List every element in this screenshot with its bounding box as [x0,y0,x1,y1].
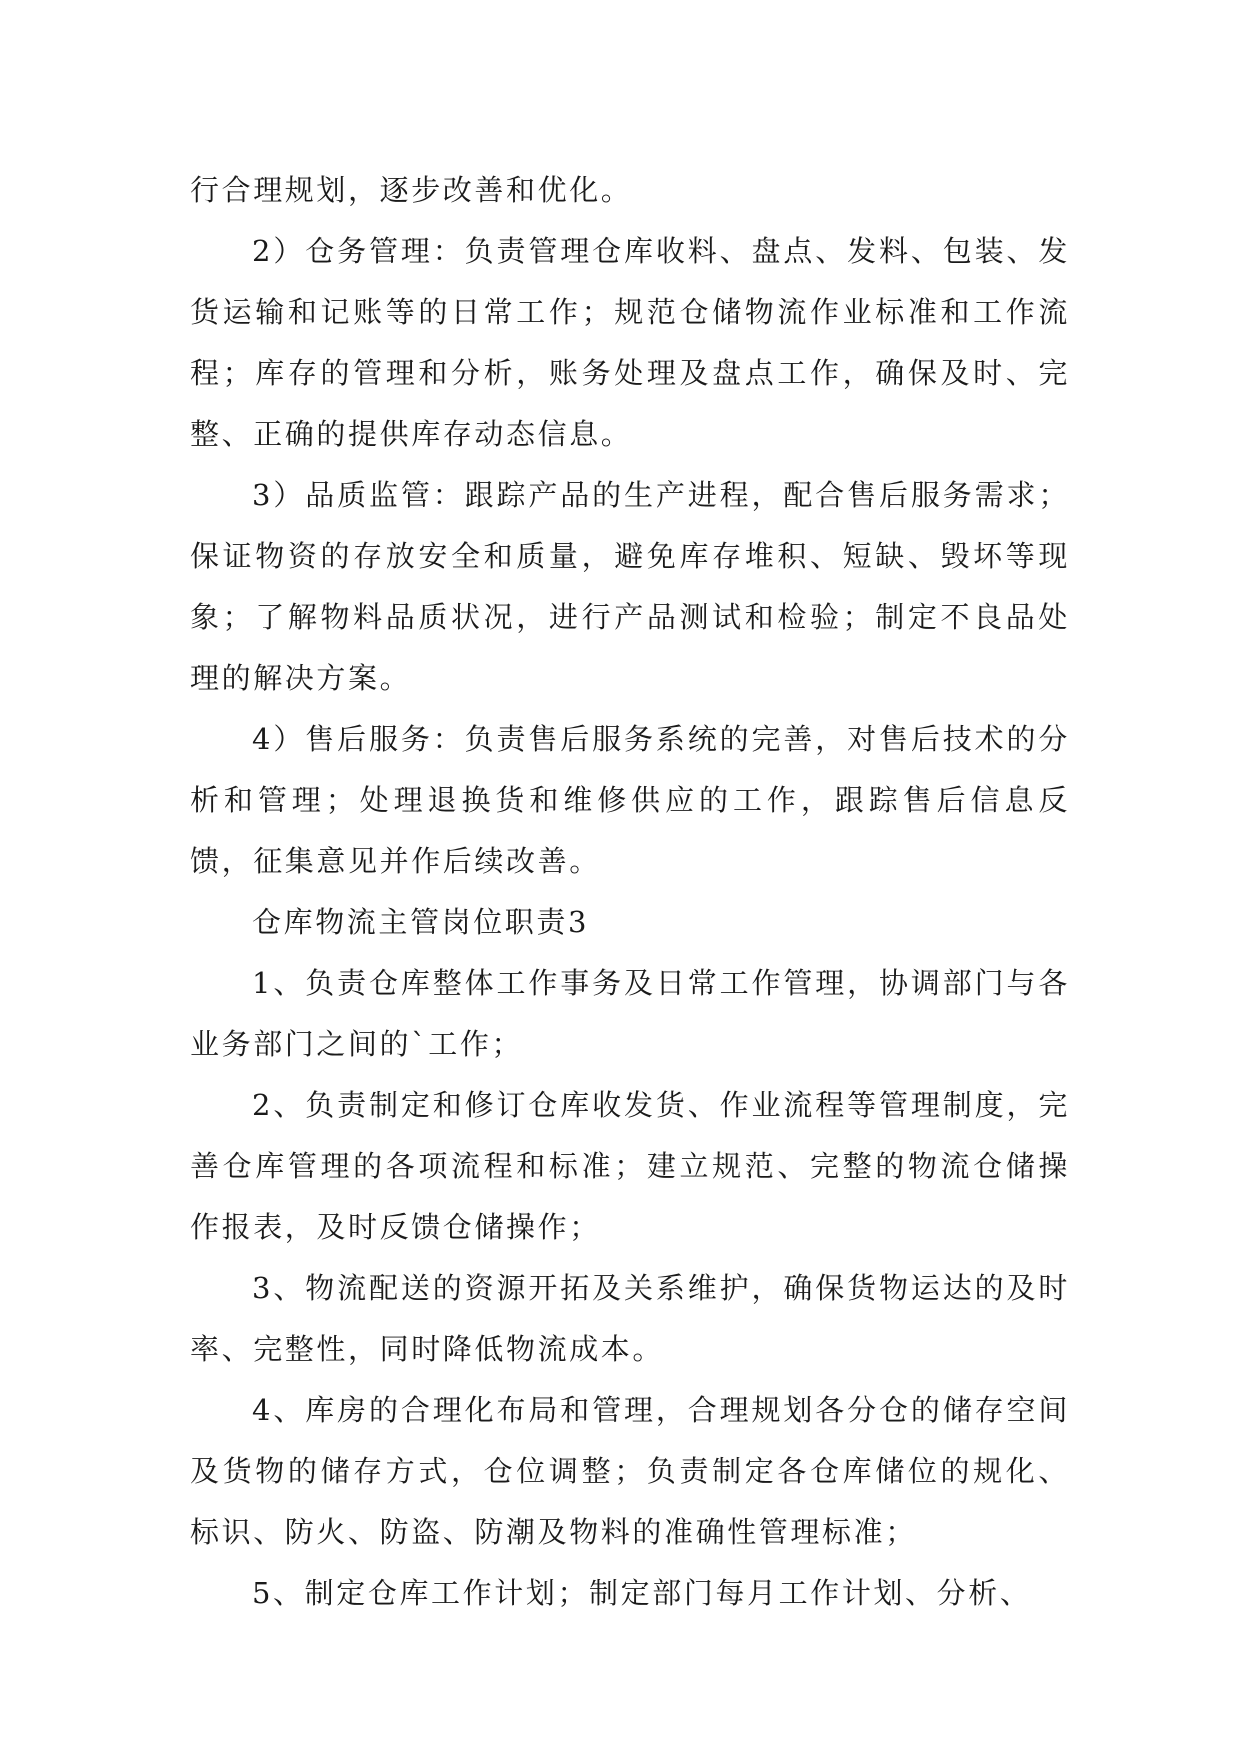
paragraph-quality-supervision: 3）品质监管：跟踪产品的生产进程，配合售后服务需求；保证物资的存放安全和质量，避免库存堆积、短缺、毁坏等现象；了解物料品质状况，进行产品测试和检验；制定不良品处理的解决方案。 [190,478,1070,695]
duty-item-2: 2、负责制定和修订仓库收发货、作业流程等管理制度，完善仓库管理的各项流程和标准；建立规范、完整的物流仓储操作报表，及时反馈仓储操作； [190,1088,1070,1244]
duty-item-5: 5、制定仓库工作计划；制定部门每月工作计划、分析、 [252,1576,1032,1610]
document-body [190,160,1070,1624]
duty-item-4: 4、库房的合理化布局和管理，合理规划各分仓的储存空间及货物的储存方式，仓位调整；负责制定各仓库储位的规化、标识、防火、防盗、防潮及物料的准确性管理标准； [190,1393,1070,1549]
duty-item-1: 1、负责仓库整体工作事务及日常工作管理，协调部门与各业务部门之间的`工作； [190,966,1070,1061]
paragraph-continuation: 行合理规划，逐步改善和优化。 [190,173,633,207]
duty-item-3: 3、物流配送的资源开拓及关系维护，确保货物运达的及时率、完整性，同时降低物流成本。 [190,1271,1070,1366]
section-heading: 仓库物流主管岗位职责3 [252,905,590,939]
paragraph-after-sales-service: 4）售后服务：负责售后服务系统的完善，对售后技术的分析和管理；处理退换货和维修供应的工作，跟踪售后信息反馈，征集意见并作后续改善。 [190,722,1070,878]
paragraph-warehouse-management: 2）仓务管理：负责管理仓库收料、盘点、发料、包装、发货运输和记账等的日常工作；规范仓储物流作业标准和工作流程；库存的管理和分析，账务处理及盘点工作，确保及时、完整、正确的提供库存动态信息。 [190,234,1070,451]
